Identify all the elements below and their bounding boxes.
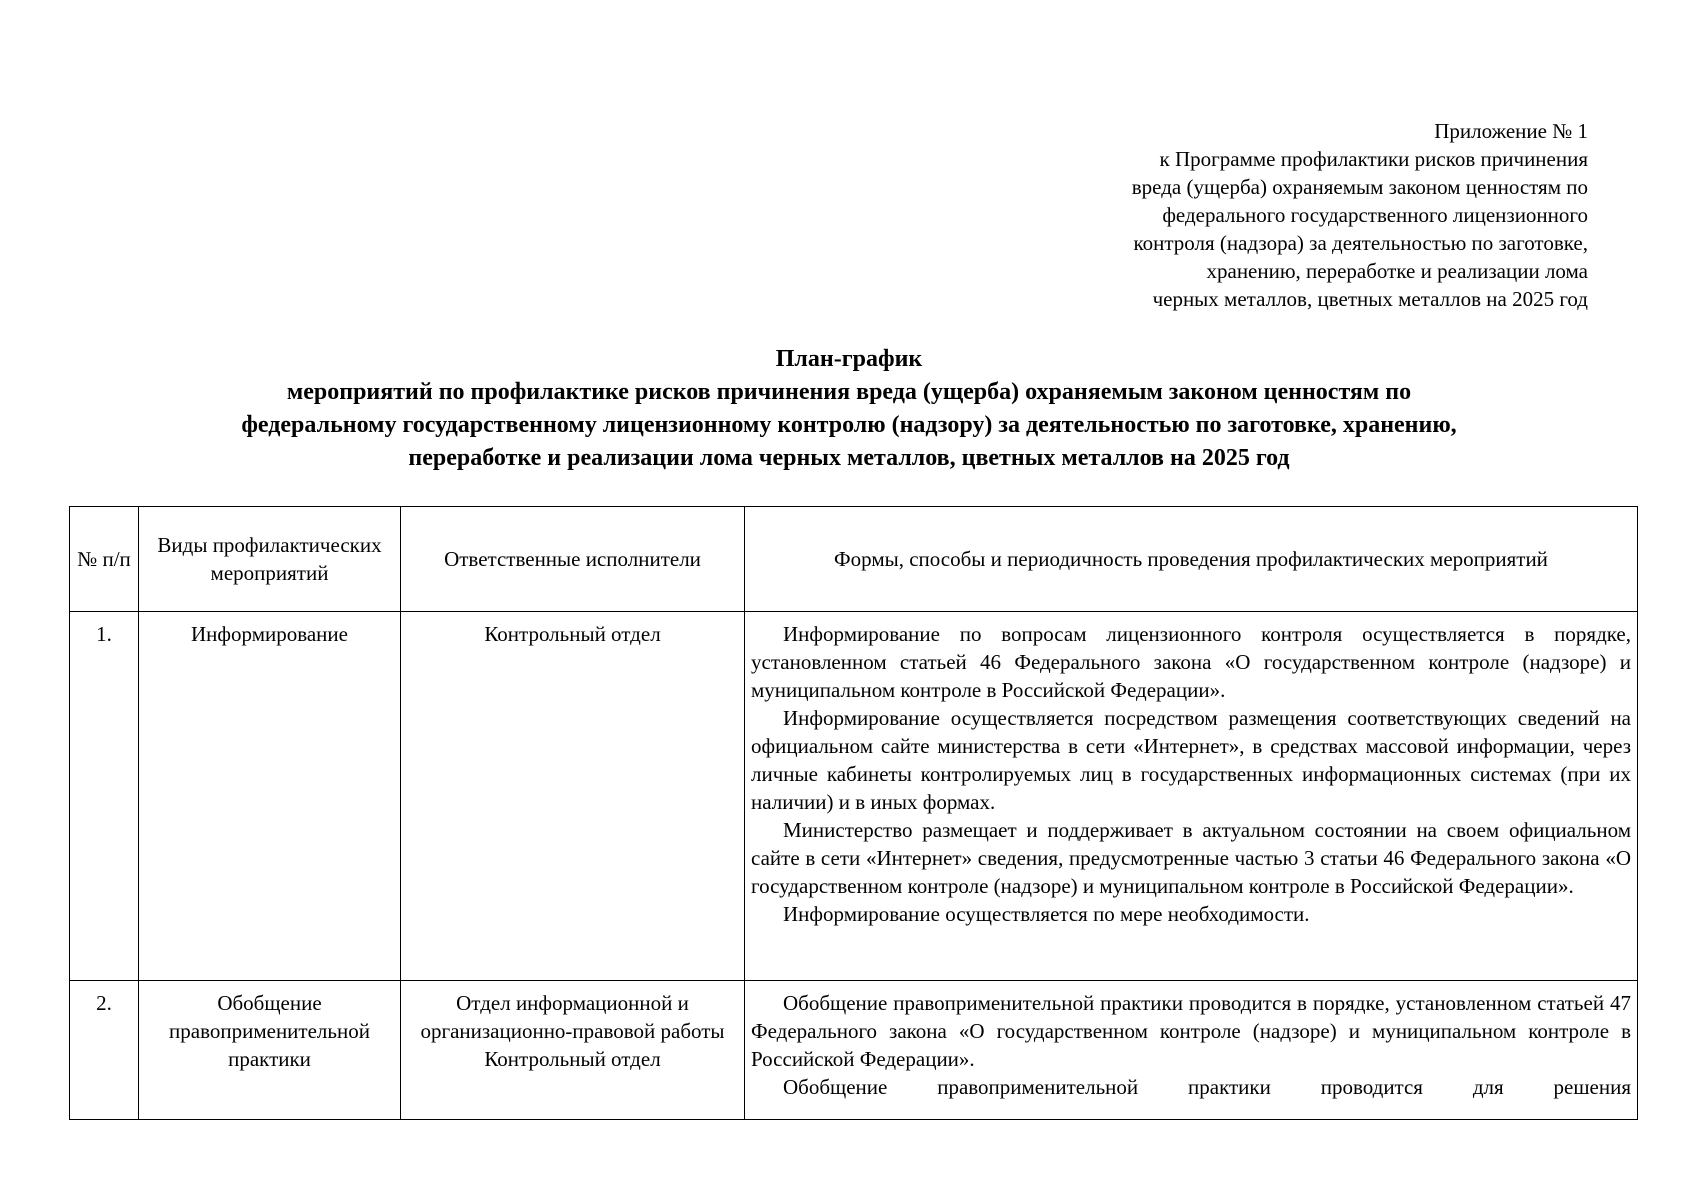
appendix-line: вреда (ущерба) охраняемым законом ценностям по [1131,175,1588,199]
row-forms [745,981,1638,1120]
forms-clip [751,989,1631,1103]
forms-paragraph: Информирование осуществляется посредством размещения соответствующих сведений на официальном сайте министерства в сети «Интернет», в средствах массовой информации, через личные кабинеты контролируемых лиц в государственных информационных системах (при их наличии) и в иных формах. [751,706,1631,814]
executor-line: Отдел информационной и организационно-правовой работы [420,991,725,1043]
executor-line: Контрольный отдел [484,622,661,646]
appendix-line: черных металлов, цветных металлов на 2025 год [1152,287,1588,311]
forms-paragraph: Министерство размещает и поддерживает в актуальном состоянии на своем официальном сайте в сети «Интернет» сведения, предусмотренные частью 3 статьи 46 Федерального закона «О государственном контроле (надзоре) и муниципальном контроле в Российской Федерации». [751,818,1631,898]
table-header-row [70,507,1638,612]
title-line: мероприятий по профилактике рисков причинения вреда (ущерба) охраняемым законом ценностям по [286,379,1412,405]
header-forms: Формы, способы и периодичность проведения профилактических мероприятий [745,507,1638,612]
header-executors: Ответственные исполнители [401,507,745,612]
row-kind: Информирование [139,612,401,981]
row-forms [745,612,1638,981]
row-kind: Обобщение правоприменительной практики [139,981,401,1120]
forms-paragraph: Обобщение правоприменительной практики проводится в порядке, установленном статьей 47 Федерального закона «О государственном контроле (надзоре) и муниципальном контроле в Российской Федерации». [751,991,1631,1071]
table-row [70,981,1638,1120]
forms-paragraph: Информирование осуществляется по мере необходимости. [783,902,1310,926]
row-number: 2. [70,981,139,1120]
appendix-line: контроля (надзора) за деятельностью по заготовке, [1133,231,1588,255]
forms-paragraph: Информирование по вопросам лицензионного контроля осуществляется в порядке, установленном статьей 46 Федерального закона «О государственном контроле (надзоре) и муниципальном контроле в Российской Федерации». [751,622,1631,702]
title-line: переработке и реализации лома черных металлов, цветных металлов на 2025 год [408,445,1290,471]
document-title [60,343,1638,475]
header-number: № п/п [70,507,139,612]
table-row [70,612,1638,981]
title-line: федеральному государственному лицензионному контролю (надзору) за деятельностью по заготовке, хранению, [241,412,1457,438]
plan-table [69,506,1638,1120]
title-line: План-график [775,346,923,372]
executor-line: Контрольный отдел [484,1047,661,1071]
appendix-header [1028,117,1588,313]
row-executors [401,981,745,1120]
forms-paragraph: Обобщение правоприменительной практики проводится для решения [783,1075,1631,1099]
appendix-line: Приложение № 1 [1434,119,1588,143]
row-executors [401,612,745,981]
row-number: 1. [70,612,139,981]
appendix-line: хранению, переработке и реализации лома [1206,259,1588,283]
header-kind: Виды профилактических мероприятий [139,507,401,612]
appendix-line: к Программе профилактики рисков причинения [1159,147,1588,171]
appendix-line: федерального государственного лицензионного [1162,203,1588,227]
